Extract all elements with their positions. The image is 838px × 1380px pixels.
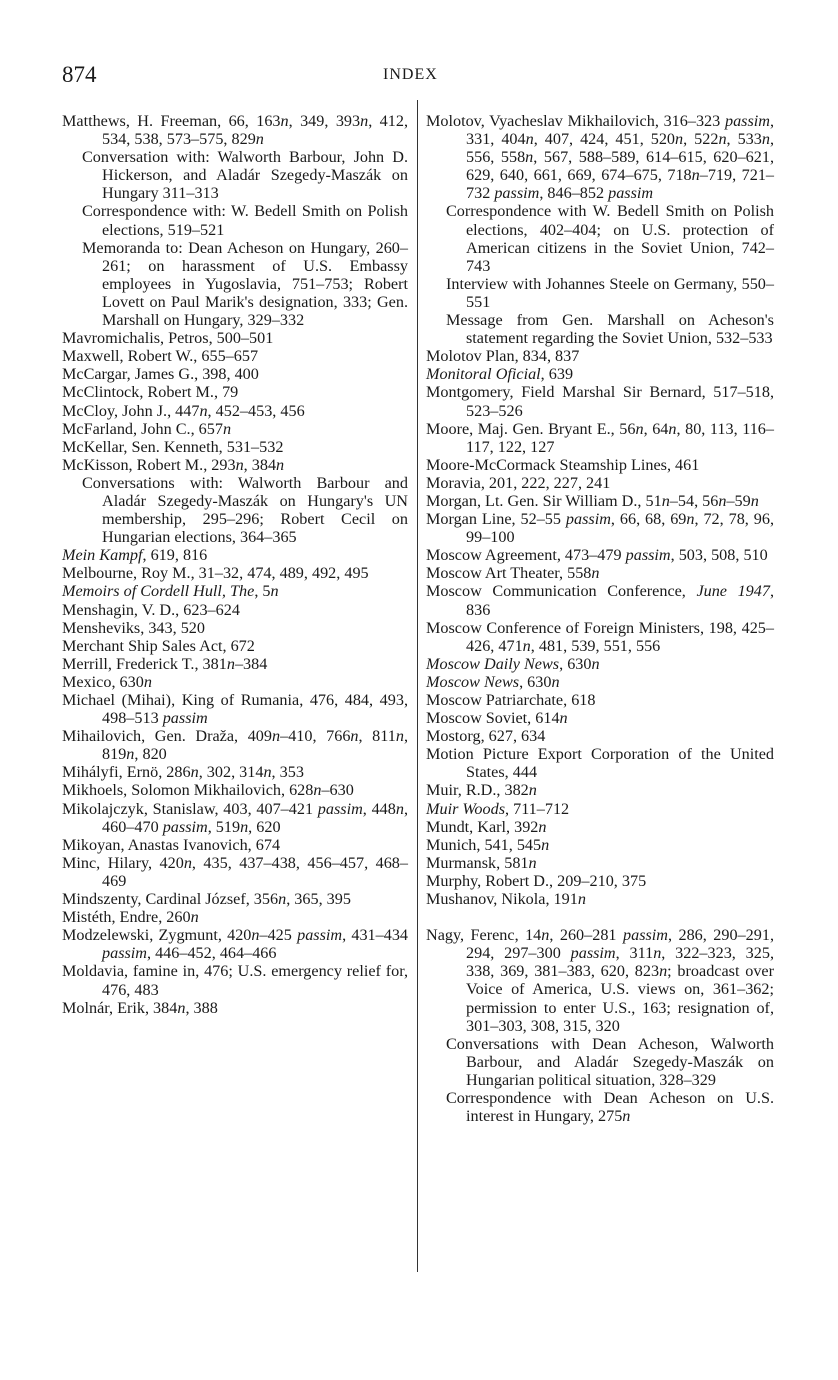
index-entry: Michael (Mihai), King of Rumania, 476, 484, 493, 498–513 passim [62, 691, 408, 728]
index-entry: Merrill, Frederick T., 381n–384 [62, 654, 268, 673]
index-entry: Molnár, Erik, 384n, 388 [62, 998, 218, 1017]
index-entry: Moore, Maj. Gen. Bryant E., 56n, 64n, 80, 113, 116–117, 122, 127 [426, 419, 774, 456]
index-entry: Monitoral Oficial, 639 [426, 365, 574, 384]
index-entry: Minc, Hilary, 420n, 435, 437–438, 456–457, 468–469 [62, 853, 408, 890]
index-entry: Motion Picture Export Corporation of the United States, 444 [426, 745, 774, 782]
index-entry: Menshagin, V. D., 623–624 [62, 600, 240, 619]
index-entry: Mensheviks, 343, 520 [62, 618, 205, 637]
index-entry: Moldavia, famine in, 476; U.S. emergency relief for, 476, 483 [62, 962, 408, 999]
index-subentry: Correspondence with Dean Acheson on U.S. interest in Hungary, 275n [446, 1088, 774, 1126]
page-number: 874 [62, 62, 97, 87]
index-entry: McClintock, Robert M., 79 [62, 383, 239, 402]
index-entry: Melbourne, Roy M., 31–32, 474, 489, 492, 495 [62, 564, 369, 583]
index-entry: Moscow Agreement, 473–479 passim, 503, 508, 510 [426, 546, 768, 565]
index-entry: Mikolajczyk, Stanislaw, 403, 407–421 passim, 448n, 460–470 passim, 519n, 620 [62, 799, 408, 836]
index-entry: Mostorg, 627, 634 [426, 727, 546, 746]
index-entry: Moscow Communication Conference, June 1947, 836 [426, 582, 774, 619]
index-subentry: Memoranda to: Dean Acheson on Hungary, 260–261; on harassment of U.S. Embassy employees in Yugoslavia, 751–753; Robert Lovett on Paul Marik's designation, 333; Gen. Marshall on Hungary, 329–332 [82, 238, 408, 330]
index-entry: Moore-McCormack Steamship Lines, 461 [426, 455, 700, 474]
index-entry: Maxwell, Robert W., 655–657 [62, 347, 259, 366]
index-entry: McKellar, Sen. Kenneth, 531–532 [62, 437, 284, 456]
index-entry: Muir Woods, 711–712 [426, 799, 570, 818]
index-entry: Mushanov, Nikola, 191n [426, 890, 586, 909]
index-entry: Mihailovich, Gen. Draža, 409n–410, 766n, 811n, 819n, 820 [62, 727, 408, 764]
index-entry: McKisson, Robert M., 293n, 384n [62, 455, 285, 474]
index-entry: Moscow Conference of Foreign Ministers, 198, 425–426, 471n, 481, 539, 551, 556 [426, 618, 774, 655]
index-entry: Matthews, H. Freeman, 66, 163n, 349, 393n, 412, 534, 538, 573–575, 829n [62, 112, 408, 149]
column-divider [417, 100, 418, 1272]
index-entry: Mexico, 630n [62, 672, 152, 691]
index-entry: Modzelewski, Zygmunt, 420n–425 passim, 431–434 passim, 446–452, 464–466 [62, 926, 409, 963]
index-entry: Muir, R.D., 382n [426, 781, 537, 800]
index-entry: Merchant Ship Sales Act, 672 [62, 636, 255, 655]
index-entry: Montgomery, Field Marshal Sir Bernard, 517–518, 523–526 [426, 383, 774, 420]
index-subentry: Interview with Johannes Steele on Germany, 550–551 [446, 274, 774, 311]
index-entry: Mavromichalis, Petros, 500–501 [62, 329, 274, 348]
index-entry: McCargar, James G., 398, 400 [62, 365, 259, 384]
index-entry: Mindszenty, Cardinal József, 356n, 365, 395 [62, 890, 351, 909]
index-subentry: Conversations with Dean Acheson, Walworth Barbour, and Aladár Szegedy-Maszák on Hungarian political situation, 328–329 [446, 1034, 774, 1089]
index-entry: Moravia, 201, 222, 227, 241 [426, 473, 611, 492]
index-entry: Murmansk, 581n [426, 853, 537, 872]
index-entry: Molotov Plan, 834, 837 [426, 347, 580, 366]
index-entry: Mikoyan, Anastas Ivanovich, 674 [62, 835, 281, 854]
index-entry: Moscow Soviet, 614n [426, 709, 568, 728]
running-head: INDEX [383, 66, 438, 83]
index-entry: McCloy, John J., 447n, 452–453, 456 [62, 401, 305, 420]
index-column-right [426, 112, 774, 1125]
index-subentry: Correspondence with: W. Bedell Smith on Polish elections, 519–521 [82, 202, 408, 239]
index-subentry: Message from Gen. Marshall on Acheson's statement regarding the Soviet Union, 532–533 [446, 311, 774, 348]
index-entry: Munich, 541, 545n [426, 835, 550, 854]
index-entry: Mein Kampf, 619, 816 [62, 546, 208, 565]
index-entry: Moscow Patriarchate, 618 [426, 691, 596, 709]
index-entry: Moscow Daily News, 630n [426, 654, 600, 673]
index-entry: Mistéth, Endre, 260n [62, 908, 199, 927]
index-entry: McFarland, John C., 657n [62, 419, 232, 438]
index-entry: Mundt, Karl, 392n [426, 817, 547, 836]
index-entry: Mikhoels, Solomon Mikhailovich, 628n–630 [62, 781, 354, 800]
index-entry: Mihályfi, Ernö, 286n, 302, 314n, 353 [62, 763, 304, 782]
index-column-left [62, 112, 408, 1017]
index-subentry: Conversation with: Walworth Barbour, John D. Hickerson, and Aladár Szegedy-Maszák on Hungary 311–313 [82, 148, 408, 203]
index-entry: Memoirs of Cordell Hull, The, 5n [62, 582, 279, 601]
index-entry: Murphy, Robert D., 209–210, 375 [426, 871, 647, 890]
index-entry: Moscow Art Theater, 558n [426, 564, 600, 583]
index-entry: Nagy, Ferenc, 14n, 260–281 passim, 286, 290–291, 294, 297–300 passim, 311n, 322–323, 325, 338, 369, 381–383, 620, 823n; broadcast over Voice of America, U.S. views on, 361–362; permission to enter U.S., 163; resignation of, 301–303, 308, 315, 320 [426, 926, 775, 1035]
page-header [0, 62, 838, 92]
index-entry: Moscow News, 630n [426, 672, 560, 691]
section-gap [426, 908, 774, 926]
index-entry: Molotov, Vyacheslav Mikhailovich, 316–323 passim, 331, 404n, 407, 424, 451, 520n, 522n, 533n, 556, 558n, 567, 588–589, 614–615, 620–621, 629, 640, 661, 669, 674–675, 718n–719, 721–732 passim, 846–852 passim [426, 112, 774, 203]
index-subentry: Correspondence with W. Bedell Smith on Polish elections, 402–404; on U.S. protection of American citizens in the Soviet Union, 742–743 [446, 202, 774, 275]
index-entry: Morgan, Lt. Gen. Sir William D., 51n–54, 56n–59n [426, 491, 759, 510]
index-subentry: Conversations with: Walworth Barbour and Aladár Szegedy-Maszák on Hungary's UN membership, 295–296; Robert Cecil on Hungarian elections, 364–365 [82, 473, 408, 547]
index-entry: Morgan Line, 52–55 passim, 66, 68, 69n, 72, 78, 96, 99–100 [426, 510, 775, 547]
